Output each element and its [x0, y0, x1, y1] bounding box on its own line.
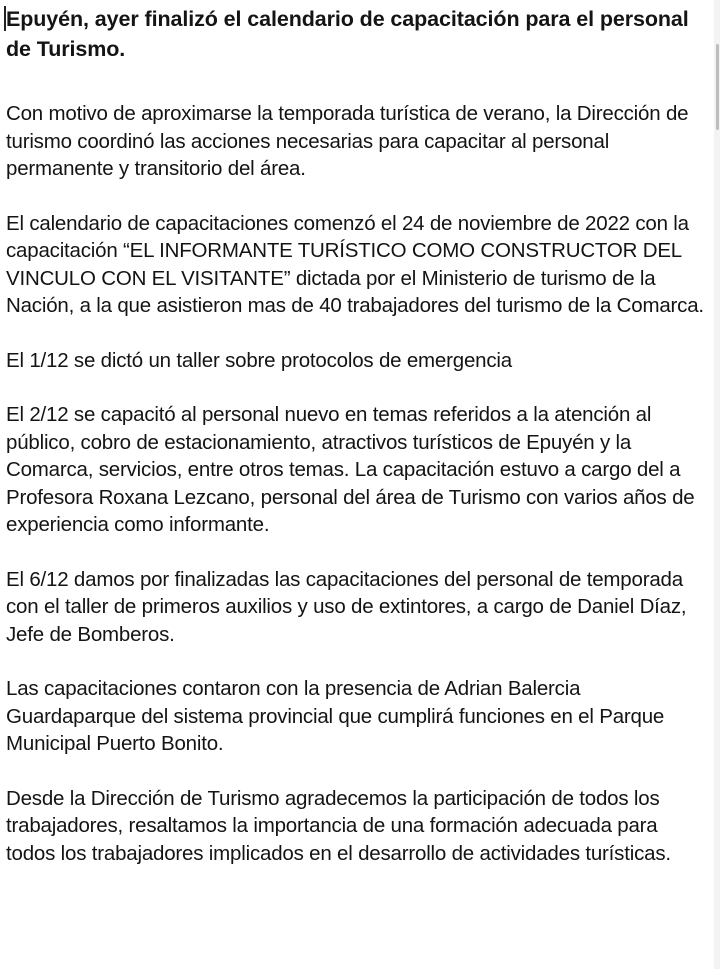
paragraph-park-ranger: Las capacitaciones contaron con la presencia de Adrian Balercia Guardaparque del sistema provincial que cumplirá funciones en el Parque Municipal Puerto Bonito.	[6, 677, 665, 755]
paragraph-new-staff-training: El 2/12 se capacitó al personal nuevo en temas referidos a la atención al público, cobro de estacionamiento, atractivos turísticos de Epuyén y la Comarca, servicios, entre otros temas. La capacitación estuvo a cargo del a Profesora Roxana Lezcano, personal del área de Turismo con varios años de experiencia como informante.	[6, 403, 695, 536]
article-title: Epuyén, ayer finalizó el calendario de capacitación para el personal de Turismo.	[6, 7, 689, 61]
scrollbar-thumb[interactable]	[716, 44, 719, 130]
paragraph-intro: Con motivo de aproximarse la temporada turística de verano, la Dirección de turismo coordinó las acciones necesarias para capacitar al personal permanente y transitorio del área.	[6, 102, 689, 180]
article-body	[6, 4, 712, 867]
paragraph-thanks: Desde la Dirección de Turismo agradecemos la participación de todos los trabajadores, resaltamos la importancia de una formación adecuada para todos los trabajadores implicados en el desarrollo de actividades turísticas.	[6, 786, 671, 865]
paragraph-emergency-workshop: El 1/12 se dictó un taller sobre protocolos de emergencia	[6, 348, 512, 372]
vertical-scrollbar[interactable]	[714, 0, 720, 969]
paragraph-first-aid: El 6/12 damos por finalizadas las capacitaciones del personal de temporada con el taller de primeros auxilios y uso de extintores, a cargo de Daniel Díaz, Jefe de Bomberos.	[6, 567, 687, 646]
paragraph-calendar: El calendario de capacitaciones comenzó el 24 de noviembre de 2022 con la capacitación “EL INFORMANTE TURÍSTICO COMO CONSTRUCTOR DEL VINCULO CON EL VISITANTE” dictada por el Ministerio de turismo de la Nación, a la que asistieron mas de 40 trabajadores del turismo de la Comarca.	[6, 211, 704, 317]
